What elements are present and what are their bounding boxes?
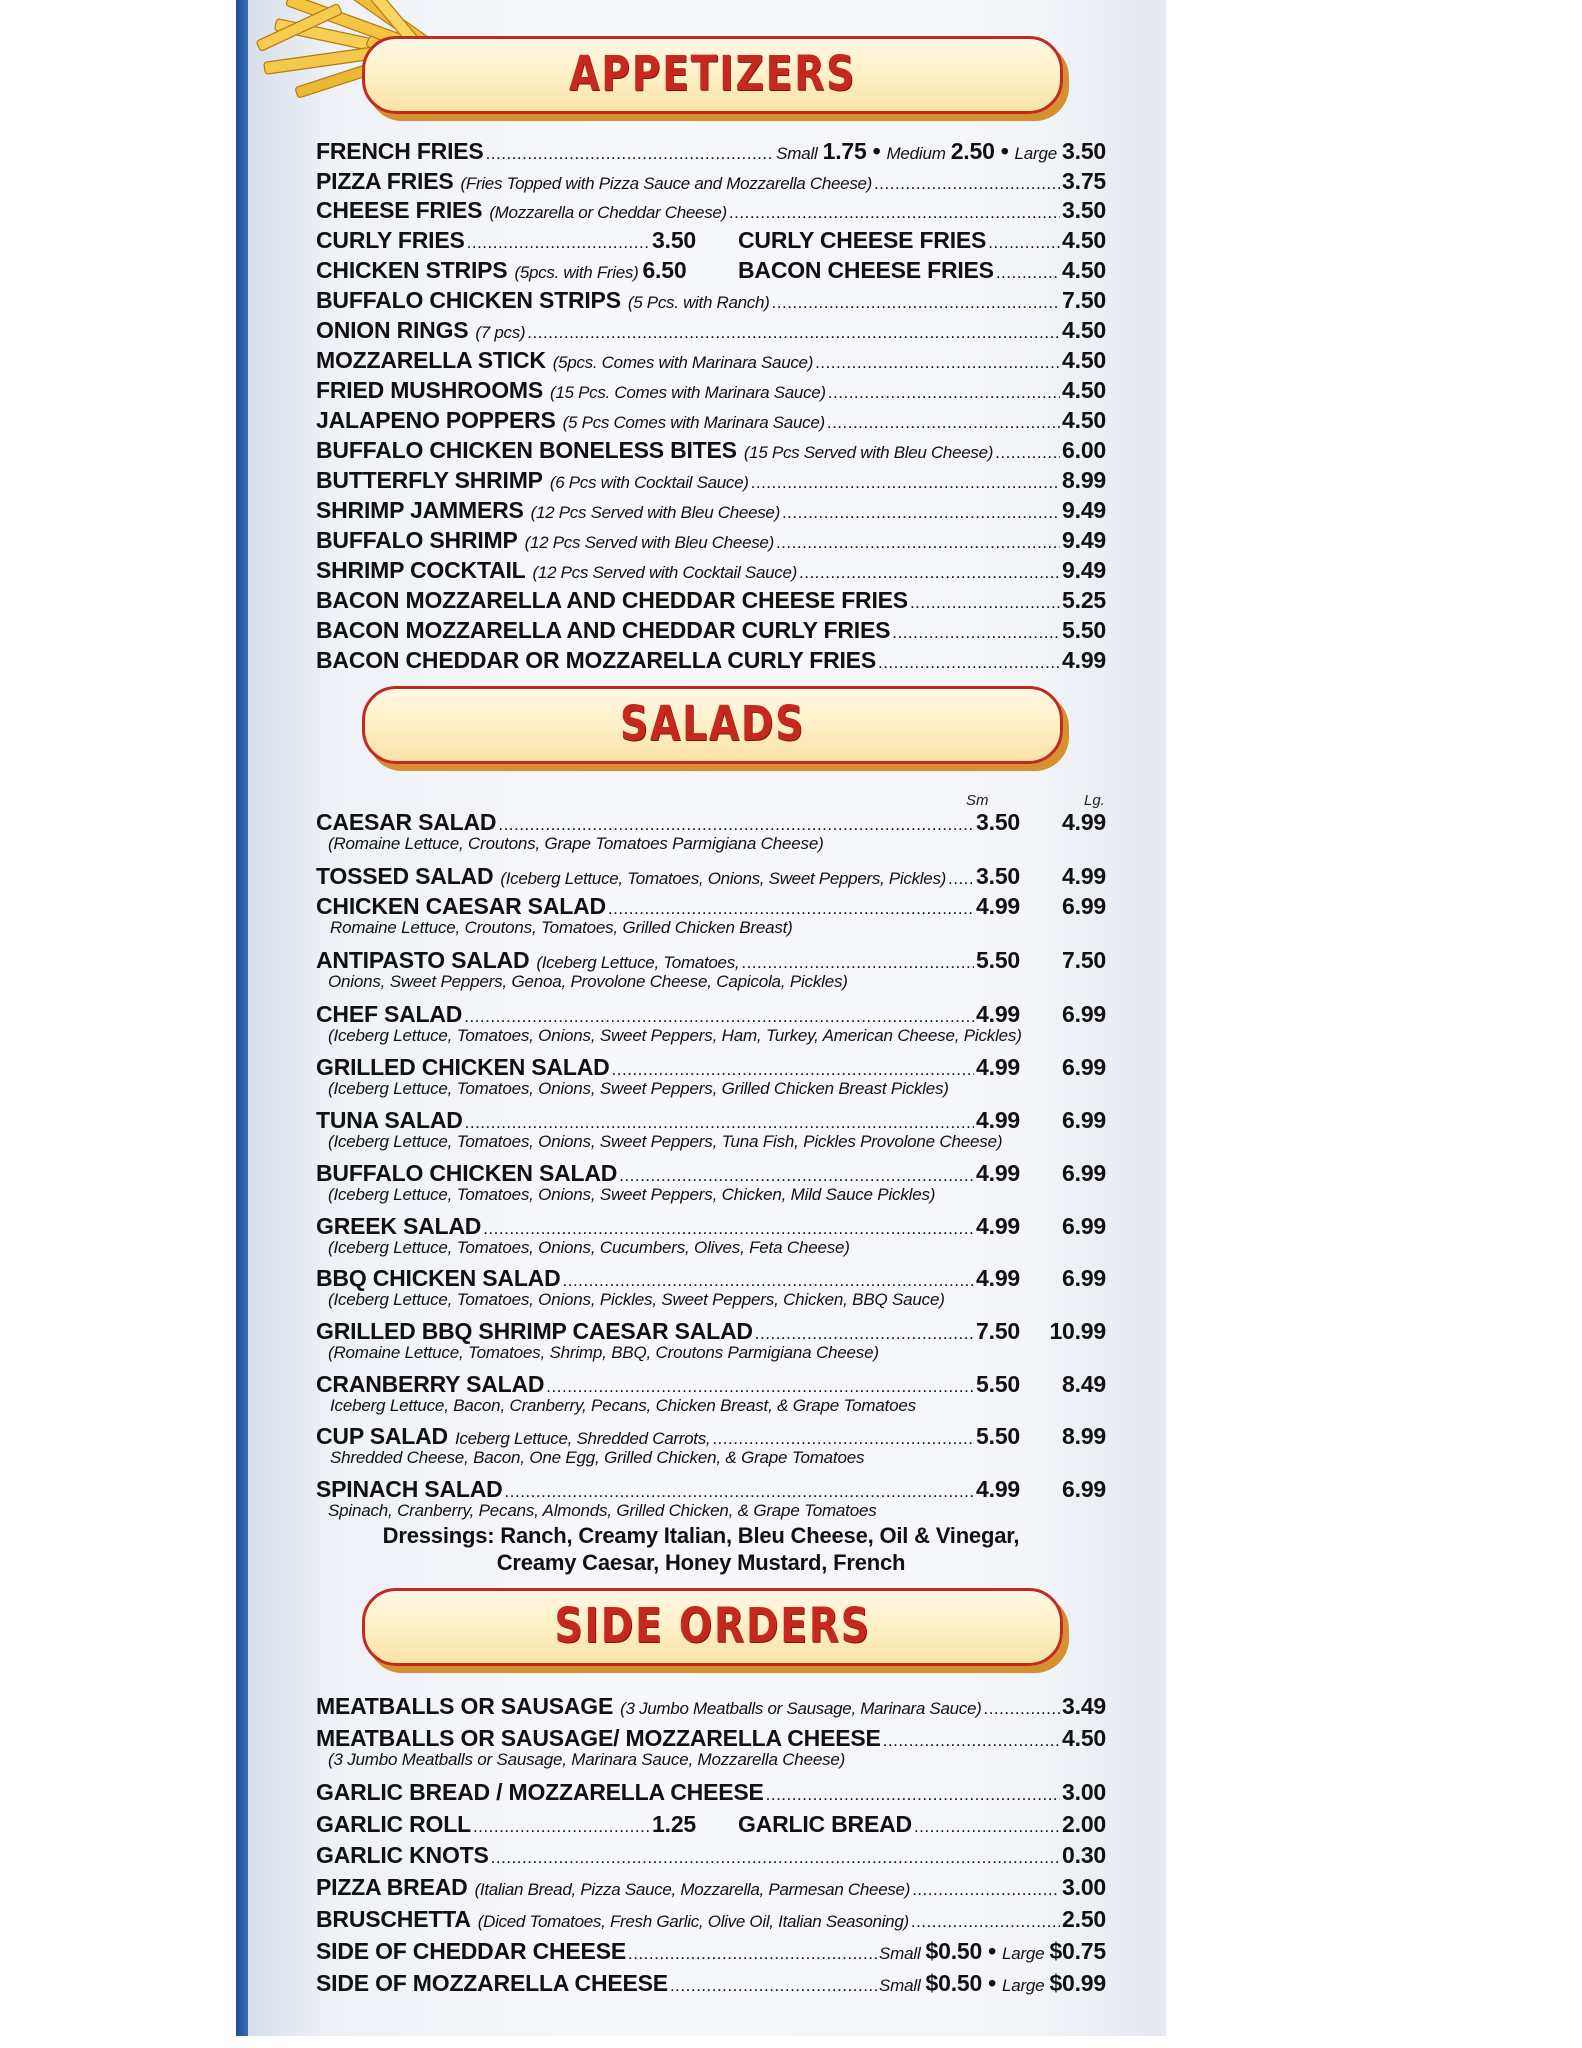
dressings-line: Dressings: Ranch, Creamy Italian, Bleu Cheese, Oil & Vinegar, bbox=[382, 1523, 1020, 1548]
side-orders-title: SIDE ORDERS bbox=[554, 1598, 871, 1654]
menu-item: MEATBALLS OR SAUSAGE/ MOZZARELLA CHEESE ..... 4.50 bbox=[316, 1724, 1106, 1755]
item-description: (3 Jumbo Meatballs or Sausage, Marinara Sauce, Mozzarella Cheese) bbox=[328, 1750, 846, 1769]
menu-item: SHRIMP JAMMERS (12 Pcs Served with Bleu Cheese) ..... 9.49 bbox=[316, 496, 1106, 527]
item-description: (Romaine Lettuce, Croutons, Grape Tomatoes Parmigiana Cheese) bbox=[328, 834, 824, 853]
item-description: Shredded Cheese, Bacon, One Egg, Grilled Chicken, & Grape Tomatoes bbox=[330, 1448, 865, 1467]
menu-item: GRILLED BBQ SHRIMP CAESAR SALAD ..... 7.50 10.99 bbox=[316, 1317, 1106, 1348]
size-header-small: Sm bbox=[966, 792, 989, 809]
menu-item: MEATBALLS OR SAUSAGE (3 Jumbo Meatballs or Sausage, Marinara Sauce) ..... 3.49 bbox=[316, 1692, 1106, 1723]
menu-item-pair: GARLIC ROLL ..... 1.25 GARLIC BREAD ..... 2.00 bbox=[316, 1810, 1106, 1841]
menu-item: BUFFALO CHICKEN STRIPS (5 Pcs. with Ranch) ..... 7.50 bbox=[316, 286, 1106, 317]
menu-item: GRILLED CHICKEN SALAD ..... 4.99 6.99 bbox=[316, 1053, 1106, 1084]
menu-item: BUTTERFLY SHRIMP (6 Pcs with Cocktail Sauce) ..... 8.99 bbox=[316, 466, 1106, 497]
menu-item: CHEESE FRIES (Mozzarella or Cheddar Cheese) ..... 3.50 bbox=[316, 196, 1106, 227]
menu-item: CAESAR SALAD ..... 3.50 4.99 bbox=[316, 808, 1106, 839]
item-description: (Iceberg Lettuce, Tomatoes, Onions, Pickles, Sweet Peppers, Chicken, BBQ Sauce) bbox=[328, 1290, 945, 1309]
menu-page bbox=[236, 0, 1166, 2036]
item-description: (Iceberg Lettuce, Tomatoes, Onions, Sweet Peppers, Tuna Fish, Pickles Provolone Cheese) bbox=[328, 1132, 1003, 1151]
menu-item: BACON MOZZARELLA AND CHEDDAR CURLY FRIES ..... 5.50 bbox=[316, 616, 1106, 647]
size-header-large: Lg. bbox=[1084, 792, 1105, 809]
menu-item: JALAPENO POPPERS (5 Pcs Comes with Marinara Sauce) ..... 4.50 bbox=[316, 406, 1106, 437]
menu-item: TUNA SALAD ..... 4.99 6.99 bbox=[316, 1106, 1106, 1137]
appetizers-banner bbox=[362, 36, 1063, 114]
menu-item: SIDE OF MOZZARELLA CHEESE ..... Small $0.50 • Large $0.99 bbox=[316, 1969, 1106, 2000]
menu-item: ONION RINGS (7 pcs) ..... 4.50 bbox=[316, 316, 1106, 347]
menu-item: BUFFALO CHICKEN BONELESS BITES (15 Pcs Served with Bleu Cheese) ..... 6.00 bbox=[316, 436, 1106, 467]
menu-item: BRUSCHETTA (Diced Tomatoes, Fresh Garlic, Olive Oil, Italian Seasoning) ..... 2.50 bbox=[316, 1905, 1106, 1936]
menu-item: PIZZA BREAD (Italian Bread, Pizza Sauce, Mozzarella, Parmesan Cheese) ..... 3.00 bbox=[316, 1873, 1106, 1904]
menu-item: CRANBERRY SALAD ..... 5.50 8.49 bbox=[316, 1370, 1106, 1401]
menu-item: FRENCH FRIES ..... Small 1.75 • Medium 2.50 • Large 3.50 bbox=[316, 137, 1106, 168]
menu-item: MOZZARELLA STICK (5pcs. Comes with Marinara Sauce) ..... 4.50 bbox=[316, 346, 1106, 377]
menu-item: ANTIPASTO SALAD (Iceberg Lettuce, Tomatoes, ..... 5.50 7.50 bbox=[316, 946, 1106, 977]
item-description: Romaine Lettuce, Croutons, Tomatoes, Grilled Chicken Breast) bbox=[330, 918, 793, 937]
item-description: (Romaine Lettuce, Tomatoes, Shrimp, BBQ, Croutons Parmigiana Cheese) bbox=[328, 1343, 879, 1362]
dressings-line: Creamy Caesar, Honey Mustard, French bbox=[496, 1550, 906, 1575]
menu-item: GARLIC BREAD / MOZZARELLA CHEESE ..... 3.00 bbox=[316, 1778, 1106, 1809]
salads-title: SALADS bbox=[619, 696, 806, 752]
menu-item: BBQ CHICKEN SALAD ..... 4.99 6.99 bbox=[316, 1264, 1106, 1295]
menu-item: SPINACH SALAD ..... 4.99 6.99 bbox=[316, 1475, 1106, 1506]
menu-item: BUFFALO CHICKEN SALAD ..... 4.99 6.99 bbox=[316, 1159, 1106, 1190]
item-description: Iceberg Lettuce, Bacon, Cranberry, Pecans, Chicken Breast, & Grape Tomatoes bbox=[330, 1396, 916, 1415]
menu-item: PIZZA FRIES (Fries Topped with Pizza Sauce and Mozzarella Cheese) ..... 3.75 bbox=[316, 167, 1106, 198]
item-description: (Iceberg Lettuce, Tomatoes, Onions, Cucumbers, Olives, Feta Cheese) bbox=[328, 1238, 850, 1257]
item-description: (Iceberg Lettuce, Tomatoes, Onions, Sweet Peppers, Grilled Chicken Breast Pickles) bbox=[328, 1079, 949, 1098]
menu-item: GARLIC KNOTS ..... 0.30 bbox=[316, 1841, 1106, 1872]
menu-item-pair: CURLY FRIES ..... 3.50 CURLY CHEESE FRIES ..... 4.50 bbox=[316, 226, 1106, 257]
item-description: Onions, Sweet Peppers, Genoa, Provolone Cheese, Capicola, Pickles) bbox=[328, 972, 848, 991]
menu-item-pair: CHICKEN STRIPS (5pcs. with Fries) 6.50 BACON CHEESE FRIES ..... 4.50 bbox=[316, 256, 1106, 287]
menu-item: BACON MOZZARELLA AND CHEDDAR CHEESE FRIES ..... 5.25 bbox=[316, 586, 1106, 617]
menu-item: TOSSED SALAD (Iceberg Lettuce, Tomatoes, Onions, Sweet Peppers, Pickles) ..... 3.50 4.99 bbox=[316, 862, 1106, 893]
menu-item: BACON CHEDDAR OR MOZZARELLA CURLY FRIES ..... 4.99 bbox=[316, 646, 1106, 677]
menu-item: GREEK SALAD ..... 4.99 6.99 bbox=[316, 1212, 1106, 1243]
item-description: (Iceberg Lettuce, Tomatoes, Onions, Sweet Peppers, Ham, Turkey, American Cheese, Pickles) bbox=[328, 1026, 1022, 1045]
menu-item: CHEF SALAD ..... 4.99 6.99 bbox=[316, 1000, 1106, 1031]
menu-item: BUFFALO SHRIMP (12 Pcs Served with Bleu Cheese) ..... 9.49 bbox=[316, 526, 1106, 557]
item-description: Spinach, Cranberry, Pecans, Almonds, Grilled Chicken, & Grape Tomatoes bbox=[328, 1501, 877, 1520]
side-orders-banner bbox=[362, 1588, 1063, 1666]
menu-item: SHRIMP COCKTAIL (12 Pcs Served with Cocktail Sauce) ..... 9.49 bbox=[316, 556, 1106, 587]
salads-banner bbox=[362, 686, 1063, 764]
menu-item: CUP SALAD Iceberg Lettuce, Shredded Carrots, ..... 5.50 8.99 bbox=[316, 1422, 1106, 1453]
item-description: (Iceberg Lettuce, Tomatoes, Onions, Sweet Peppers, Chicken, Mild Sauce Pickles) bbox=[328, 1185, 936, 1204]
left-blue-stripe bbox=[236, 0, 248, 2036]
appetizers-title: APPETIZERS bbox=[568, 46, 857, 102]
menu-item: CHICKEN CAESAR SALAD ..... 4.99 6.99 bbox=[316, 892, 1106, 923]
menu-item: FRIED MUSHROOMS (15 Pcs. Comes with Marinara Sauce) ..... 4.50 bbox=[316, 376, 1106, 407]
menu-item: SIDE OF CHEDDAR CHEESE ..... Small $0.50 • Large $0.75 bbox=[316, 1937, 1106, 1968]
